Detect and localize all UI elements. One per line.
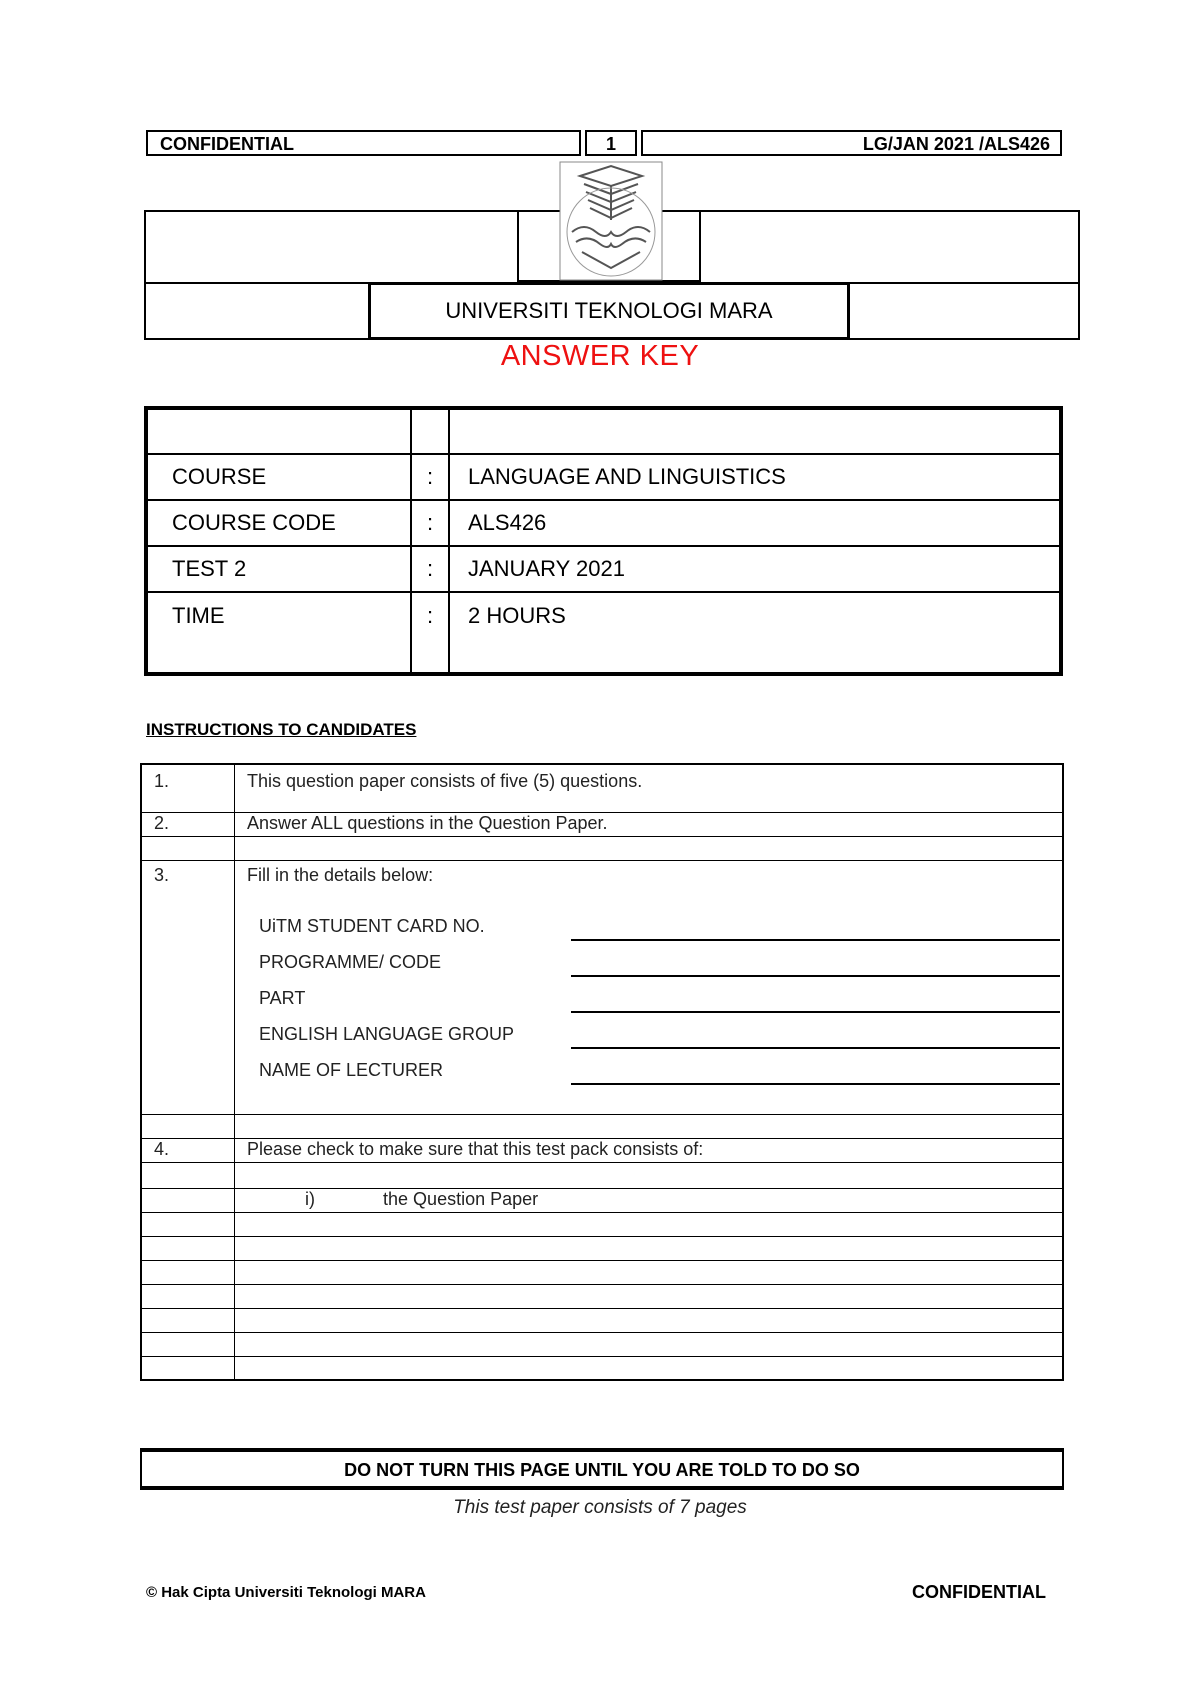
detail-student-card [259, 910, 1062, 946]
details-form [259, 896, 1062, 1090]
instruction-number: 2. [141, 812, 235, 836]
instruction-number: 1. [141, 764, 235, 812]
detail-label: ENGLISH LANGUAGE GROUP [259, 1023, 515, 1044]
detail-lecturer [259, 1054, 1062, 1090]
blank-cell [141, 1188, 235, 1212]
header-code: LG/JAN 2021 /ALS426 [641, 130, 1062, 156]
time-value: 2 HOURS [449, 592, 1061, 674]
course-code-value: ALS426 [449, 500, 1061, 546]
pack-item-text: the Question Paper [383, 1188, 539, 1209]
blank-cell [235, 1162, 1064, 1188]
programme-code-field[interactable] [571, 975, 1060, 977]
detail-label: PART [259, 987, 306, 1008]
university-name: UNIVERSITI TEKNOLOGI MARA [368, 282, 850, 340]
english-group-field[interactable] [571, 1047, 1060, 1049]
spacer-row [141, 1356, 1063, 1380]
spacer-row [141, 1284, 1063, 1308]
spacer-row [141, 1260, 1063, 1284]
spacer-row [141, 836, 1063, 860]
footer-copyright: © Hak Cipta Universiti Teknologi MARA [146, 1584, 426, 1601]
detail-label: NAME OF LECTURER [259, 1059, 444, 1080]
spacer-row [141, 1114, 1063, 1138]
spacer-row [141, 1308, 1063, 1332]
instruction-text: Answer ALL questions in the Question Paper. [235, 812, 1064, 836]
header-confidential: CONFIDENTIAL [146, 130, 581, 156]
course-code-row [146, 500, 1061, 546]
blank-cell [449, 408, 1061, 454]
header-page-number: 1 [585, 130, 637, 156]
course-colon: : [411, 454, 449, 500]
test-label: TEST 2 [146, 546, 411, 592]
spacer-row [141, 1212, 1063, 1236]
blank-cell [235, 836, 1064, 860]
detail-label: PROGRAMME/ CODE [259, 951, 442, 972]
part-field[interactable] [571, 1011, 1060, 1013]
course-code-colon: : [411, 500, 449, 546]
instruction-text: Fill in the details below: [247, 864, 434, 885]
instructions-table [140, 763, 1064, 1381]
course-row [146, 454, 1061, 500]
course-info-table [144, 406, 1063, 676]
instruction-row [141, 1138, 1063, 1162]
blank-cell [141, 1114, 235, 1138]
blank-cell [141, 836, 235, 860]
instruction-text: This question paper consists of five (5) questions. [235, 764, 1064, 812]
blank-cell [141, 1162, 235, 1188]
spacer-row [141, 1236, 1063, 1260]
detail-english-group [259, 1018, 1062, 1054]
footer-confidential: CONFIDENTIAL [912, 1582, 1046, 1602]
detail-label: UiTM STUDENT CARD NO. [259, 915, 485, 936]
detail-programme-code [259, 946, 1062, 982]
blank-cell [411, 408, 449, 454]
blank-cell [146, 408, 411, 454]
test-row [146, 546, 1061, 592]
time-colon: : [411, 592, 449, 674]
pages-note: This test paper consists of 7 pages [453, 1497, 747, 1518]
uitm-logo-icon [558, 160, 664, 282]
instruction-number: 3. [141, 860, 235, 1114]
course-value: LANGUAGE AND LINGUISTICS [449, 454, 1061, 500]
course-code-label: COURSE CODE [146, 500, 411, 546]
instructions-title: INSTRUCTIONS TO CANDIDATES [146, 720, 417, 739]
instruction-row [141, 764, 1063, 812]
course-table-blank-row [146, 408, 1061, 454]
blank-cell [235, 1114, 1064, 1138]
detail-part [259, 982, 1062, 1018]
test-colon: : [411, 546, 449, 592]
instruction-row [141, 812, 1063, 836]
student-card-field[interactable] [571, 939, 1060, 941]
warning-box: DO NOT TURN THIS PAGE UNTIL YOU ARE TOLD TO DO SO [140, 1448, 1064, 1490]
course-label: COURSE [146, 454, 411, 500]
instruction-text: Please check to make sure that this test pack consists of: [235, 1138, 1064, 1162]
lecturer-name-field[interactable] [571, 1083, 1060, 1085]
pack-item [235, 1188, 1064, 1212]
instruction-row [141, 860, 1063, 1114]
instruction-number: 4. [141, 1138, 235, 1162]
spacer-row [141, 1162, 1063, 1188]
test-value: JANUARY 2021 [449, 546, 1061, 592]
time-row [146, 592, 1061, 674]
pack-item-row [141, 1188, 1063, 1212]
time-label: TIME [146, 592, 411, 674]
spacer-row [141, 1332, 1063, 1356]
answer-key-title: ANSWER KEY [500, 340, 700, 372]
pack-item-number: i) [305, 1188, 315, 1209]
